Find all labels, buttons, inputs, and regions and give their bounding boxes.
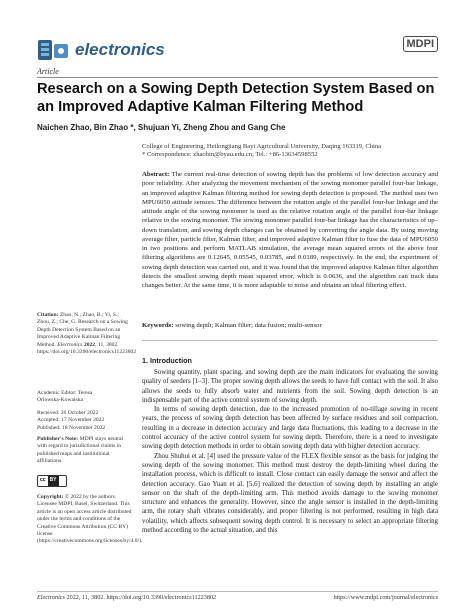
keywords-text: sowing depth; Kalman filter; data fusion; multi-sensor [175,322,322,329]
citation-label: Citation: [37,312,59,318]
citation-block [37,312,137,356]
abstract-text: The current real-time detection of sowing depth has the problems of low detection accuracy and poor reliability. After analyzing the movement mechanism of the sowing monomer parallel four-bar linkage, an improved adaptive Kalman filtering method for sowing depth detection is proposed. The method uses two MPU6050 attitude sensors. The difference between the rotation angle of the parallel four-bar linkage and the attitude angle of the sowing monomer is used as the relative rotation angle of the parallel four-bar linkage relative to the sowing monomer. The sowing monomer parallel four-bar linkage has the characteristics of up–down translation, and sowing depth changes can be obtained by converting the angle data. By using moving average filter, particle filter, Kalman filter, and improved adaptive Kalman filter to fuse the data of MPU6050 in two positions and perform MATLAB simulation, the average mean squared errors of the above four filtering algorithms are 0.12645, 0.05545, 0.03785, and 0.0189, respectively. In the end, the experiment of sowing depth detection was carried out, and it was found that the improved adaptive Kalman filter algorithm detects the smallest sowing depth mean squared error, which is 0.0636, and the algorithm can track data changes better. At the same time, it is more adaptable to noise and obtains an ideal filtering effect. [142,171,438,289]
cc-badge-right: BY [48,476,59,486]
publisher-note-label: Publisher's Note: [37,436,79,442]
editor-name: Orlowska-Kowalska [37,397,83,404]
paragraph: Zhou Shuhui et al. [4] used the pressure value of the FLEX flexible sensor as the basis for judging the sowing depth of the sowing monomer. This method must destroy the depth-limiting wheel during the installation process, which is difficult to install. Close contact can easily damage the sensor and affect the detection accuracy. Gao Yuan et al. [5,6] realized the detection of sowing depth by installing an angle sensor on the shaft of the depth-limiting arm. This method avoids damage to the sowing monomer structure and enhances the generality. However, since the angle sensor is installed in the depth-limiting arm, the rotary shaft vibrates considerably, and proper filtering is not performed, resulting in high data volatility, which affects subsequent sowing depth control. It is necessary to select an appropriate filtering method according to the actual situation, and this [142,452,438,535]
introduction-body [142,368,438,535]
paragraph: In terms of sowing depth detection, due to the increased promotion of no-tillage sowing in recent years, the process of sowing depth detection has been affected by surface residues and soil compaction, resulting in a decrease in detection accuracy and large data fluctuations, this leading to a decrease in the control accuracy of the active control system for sowing depth. Therefore, there is a need to investigate sowing depth detection methods in order to obtain sowing depth data with higher detection accuracy. [142,406,438,451]
affiliation-block [142,143,381,160]
affiliation-line: College of Engineering, Heilongjiang Bayi Agricultural University, Daqing 163319, China [142,143,382,150]
copyright-text: © 2022 by the authors. Licensee MDPI, Basel, Switzerland. This article is an open access article distributed under the terms and conditions of the Creative Commons Attribution (CC BY) license (https://creativecommons.org/licenses/by/4.0/). [37,494,143,545]
abstract [142,170,438,290]
keywords [142,321,438,330]
mdpi-logo[interactable] [403,36,439,52]
header-divider [37,77,438,78]
abstract-label: Abstract: [142,171,170,178]
license-block [37,475,143,546]
author-list: Naichen Zhao, Bin Zhao *, Shujuan Yi, Zheng Zhou and Gang Che [37,123,286,132]
citation-doi-link[interactable]: , 11, 3802. https://doi.org/10.3390/electronics11223802 [37,341,137,356]
abstract-divider [142,340,438,341]
article-type: Article [37,67,59,76]
paragraph: Sowing quantity, plant spacing, and sowing depth are the main indicators for evaluating the sowing quality of seeders [1–3]. The proper sowing depth allows the seeds to have full contact with the soil. It also allows the seeds to fully absorb water and nutrients from the soil. Sowing depth detection is an indispensable part of the active control system of sowing depth. [142,369,438,404]
received-date: Received: 26 October 2022 [37,410,99,416]
keywords-label: Keywords: [142,322,174,329]
cc-badge-left: cc [40,477,46,484]
cc-by-icon[interactable] [37,475,67,487]
section-heading: 1. Introduction [142,356,192,365]
citation-journal: Electronics [57,341,83,348]
academic-editor [37,390,133,405]
footer-journal-link[interactable]: https://www.mdpi.com/journal/electronics [333,594,438,601]
journal-logo[interactable] [37,38,165,62]
copyright-label: Copyright: [37,494,64,500]
electronics-logo-icon [37,38,71,62]
copyright-text-block [37,494,143,546]
accepted-date: Accepted: 17 November 2022 [37,417,105,424]
journal-name: electronics [75,40,165,59]
publisher-note-text: MDPI stays neutral with regard to jurisdictional claims in published maps and institutional affiliations. [37,436,124,465]
footer-journal: Electronics [37,594,65,601]
citation-year: 2022 [83,341,96,348]
footer-citation [37,594,216,601]
footer-divider [37,591,438,592]
citation-text: Zhao, N.; Zhao, B.; Yi, S.; Zhou, Z.; Che, G. Research on a Sowing Depth Detection System Based on an Improved Adaptive Kalman Filtering Method. [37,312,128,348]
published-date: Published: 18 November 2022 [37,424,106,431]
paper-title: Research on a Sowing Depth Detection System Based on an Improved Adaptive Kalman Filtering Method [37,81,435,115]
mdpi-wordmark: MDPI [403,36,439,52]
footer-doi[interactable]: 2022, 11, 3802. https://doi.org/10.3390/electronics11223802 [64,594,217,601]
publication-dates [37,410,133,432]
correspondence-line: * Correspondence: zhaobin@byau.edu.cn; Tel.: +86-13634598552 [142,151,318,159]
editor-label: Academic Editor: Teresa [37,390,93,396]
publisher-note [37,436,133,466]
page-footer [37,594,438,601]
